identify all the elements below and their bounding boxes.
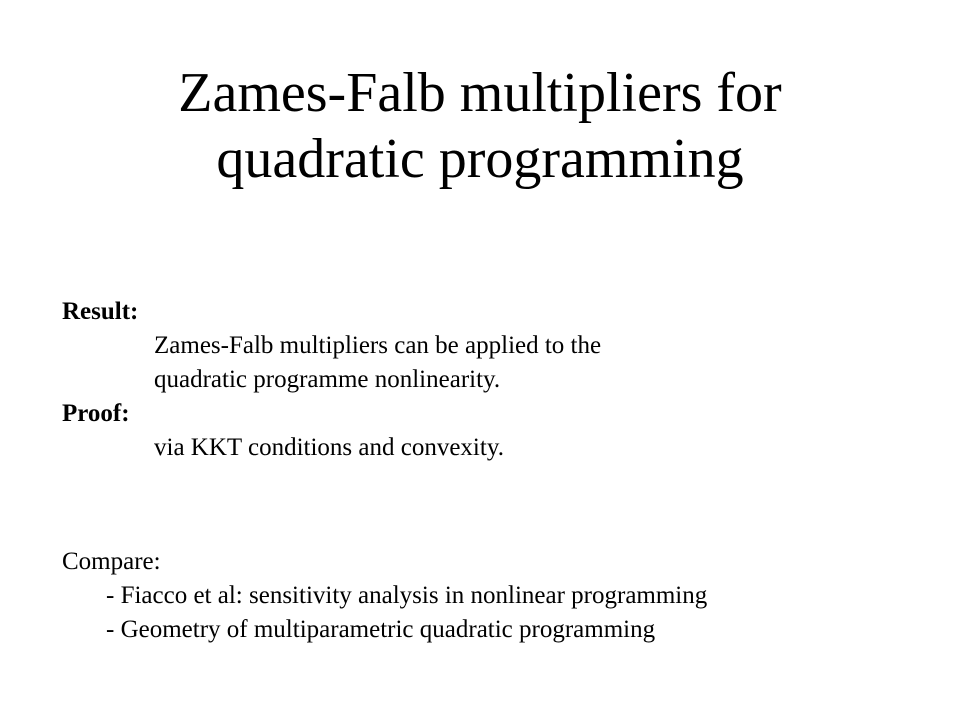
result-text-line-1: Zames-Falb multipliers can be applied to the bbox=[154, 332, 602, 359]
result-proof-block bbox=[62, 295, 601, 465]
slide-title bbox=[0, 60, 960, 192]
compare-label: Compare: bbox=[62, 548, 161, 575]
title-line-2: quadratic programming bbox=[216, 128, 744, 190]
compare-item-2: - Geometry of multiparametric quadratic programming bbox=[106, 616, 656, 643]
title-line-1: Zames-Falb multipliers for bbox=[178, 62, 782, 124]
compare-block bbox=[62, 545, 707, 647]
compare-item-1: - Fiacco et al: sensitivity analysis in nonlinear programming bbox=[106, 582, 708, 609]
proof-label: Proof: bbox=[62, 400, 130, 427]
proof-text-line-1: via KKT conditions and convexity. bbox=[154, 434, 504, 461]
result-text-line-2: quadratic programme nonlinearity. bbox=[154, 366, 501, 393]
result-label: Result: bbox=[62, 298, 139, 325]
